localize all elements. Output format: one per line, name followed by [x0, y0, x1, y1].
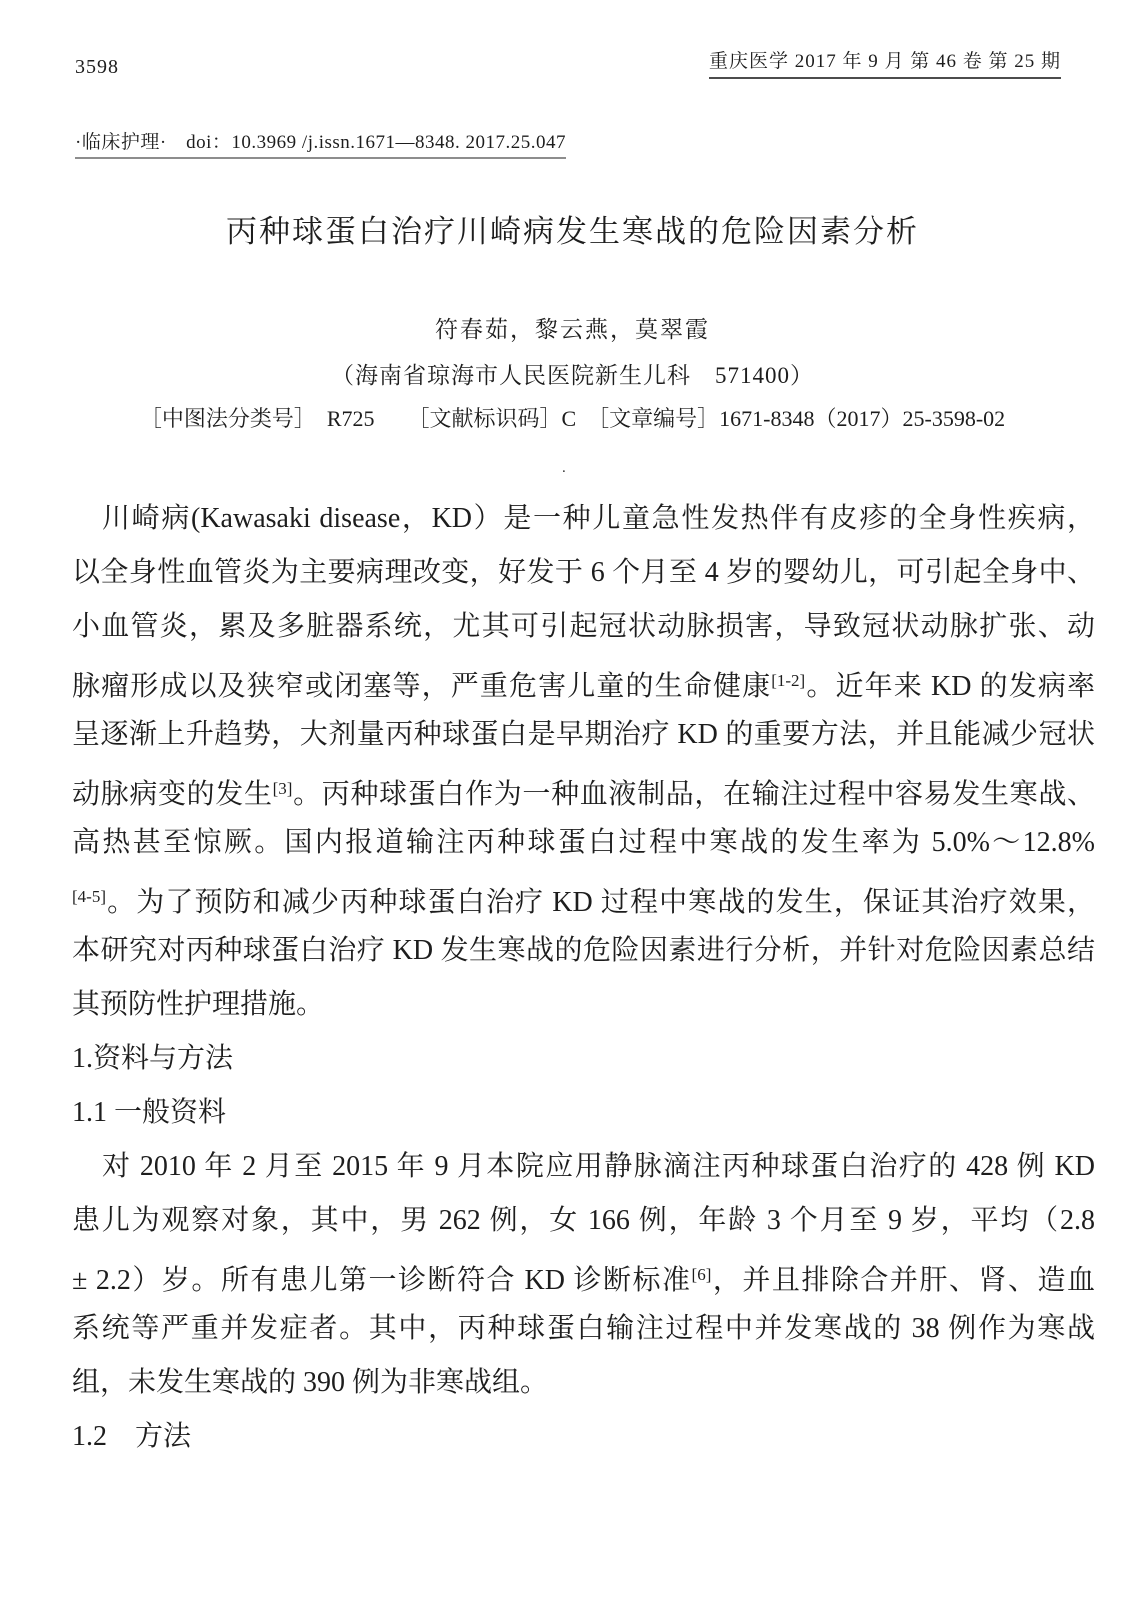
text-segment: 其预防性护理措施。 — [72, 989, 325, 1020]
text-segment: 高热甚至惊厥。国内报道输注丙种球蛋白过程中寒战的发生率为 5.0%～12.8% — [72, 827, 1095, 858]
text-segment: 以全身性血管炎为主要病理改变，好发于 6 个月至 4 岁的婴幼儿，可引起全身中、 — [72, 557, 1095, 588]
body-line — [72, 1140, 1095, 1194]
article-title: 丙种球蛋白治疗川崎病发生寒战的危险因素分析 — [226, 214, 919, 249]
text-segment: 动脉病变的发生 — [72, 779, 273, 810]
body-line — [72, 924, 1095, 978]
text-segment: 脉瘤形成以及狭窄或闭塞等，严重危害儿童的生命健康 — [72, 671, 772, 702]
text-segment: 系统等严重并发症者。其中，丙种球蛋白输注过程中并发寒战的 38 例作为寒战 — [72, 1313, 1095, 1344]
text-segment: 小血管炎，累及多脏器系统，尤其可引起冠状动脉损害，导致冠状动脉扩张、动 — [72, 611, 1095, 642]
body-line — [72, 708, 1095, 762]
body-line — [72, 1248, 1095, 1302]
reference-marker: [3] — [272, 779, 293, 798]
body-line — [72, 1302, 1095, 1356]
text-segment: 本研究对丙种球蛋白治疗 KD 发生寒战的危险因素进行分析，并针对危险因素总结 — [72, 935, 1095, 966]
text-segment: 呈逐渐上升趋势，大剂量丙种球蛋白是早期治疗 KD 的重要方法，并且能减少冠状 — [72, 719, 1095, 750]
body-line — [72, 870, 1095, 924]
body-line — [72, 762, 1095, 816]
reference-marker: [6] — [691, 1265, 712, 1284]
classification-meta-line: ［中图法分类号］ R725 ［文献标识码］C ［文章编号］1671-8348（2017）25-3598-02 — [139, 406, 1006, 431]
journal-header: 重庆医学 2017 年 9 月 第 46 卷 第 25 期 — [709, 46, 1061, 79]
page-number: 3598 — [75, 56, 119, 78]
text-segment: 对 2010 年 2 月至 2015 年 9 月本院应用静脉滴注丙种球蛋白治疗的 428 例 KD — [102, 1151, 1095, 1182]
section-heading-1-2: 1.2 方法 — [72, 1421, 192, 1452]
body-line — [72, 978, 1095, 1032]
body-line — [72, 492, 1095, 546]
text-segment: ，并且排除合并肝、肾、造血 — [711, 1265, 1095, 1296]
section-doi-line: ·临床护理· doi：10.3969 /j.issn.1671—8348. 2017.25.047 — [75, 127, 566, 159]
text-segment: 患儿为观察对象，其中，男 262 例，女 166 例，年龄 3 个月至 9 岁，平均（2.8 — [72, 1205, 1095, 1236]
body-line — [72, 546, 1095, 600]
body-line — [72, 1356, 1095, 1410]
separator-dot: . — [562, 460, 566, 476]
body-line — [72, 1194, 1095, 1248]
page-header — [75, 46, 1061, 79]
section-heading-1: 1.资料与方法 — [72, 1043, 234, 1074]
article-body — [72, 492, 1095, 1464]
text-segment: 。为了预防和减少丙种球蛋白治疗 KD 过程中寒战的发生，保证其治疗效果， — [105, 887, 1095, 918]
text-segment: 。丙种球蛋白作为一种血液制品，在输注过程中容易发生寒战、 — [292, 779, 1095, 810]
section-heading-1-1: 1.1 一般资料 — [72, 1097, 227, 1128]
reference-marker: [4-5] — [72, 887, 106, 906]
text-segment: ± 2.2）岁。所有患儿第一诊断符合 KD 诊断标准 — [72, 1265, 692, 1296]
body-line — [72, 816, 1095, 870]
authors-line: 符春茹，黎云燕，莫翠霞 — [435, 317, 710, 342]
body-line — [72, 600, 1095, 654]
reference-marker: [1-2] — [771, 671, 806, 690]
text-segment: 。近年来 KD 的发病率 — [805, 671, 1095, 702]
body-line — [72, 654, 1095, 708]
affiliation-line: （海南省琼海市人民医院新生儿科 571400） — [331, 363, 814, 388]
text-segment: 组，未发生寒战的 390 例为非寒战组。 — [72, 1367, 549, 1398]
text-segment: 川崎病(Kawasaki disease，KD）是一种儿童急性发热伴有皮疹的全身性疾病， — [102, 503, 1095, 534]
